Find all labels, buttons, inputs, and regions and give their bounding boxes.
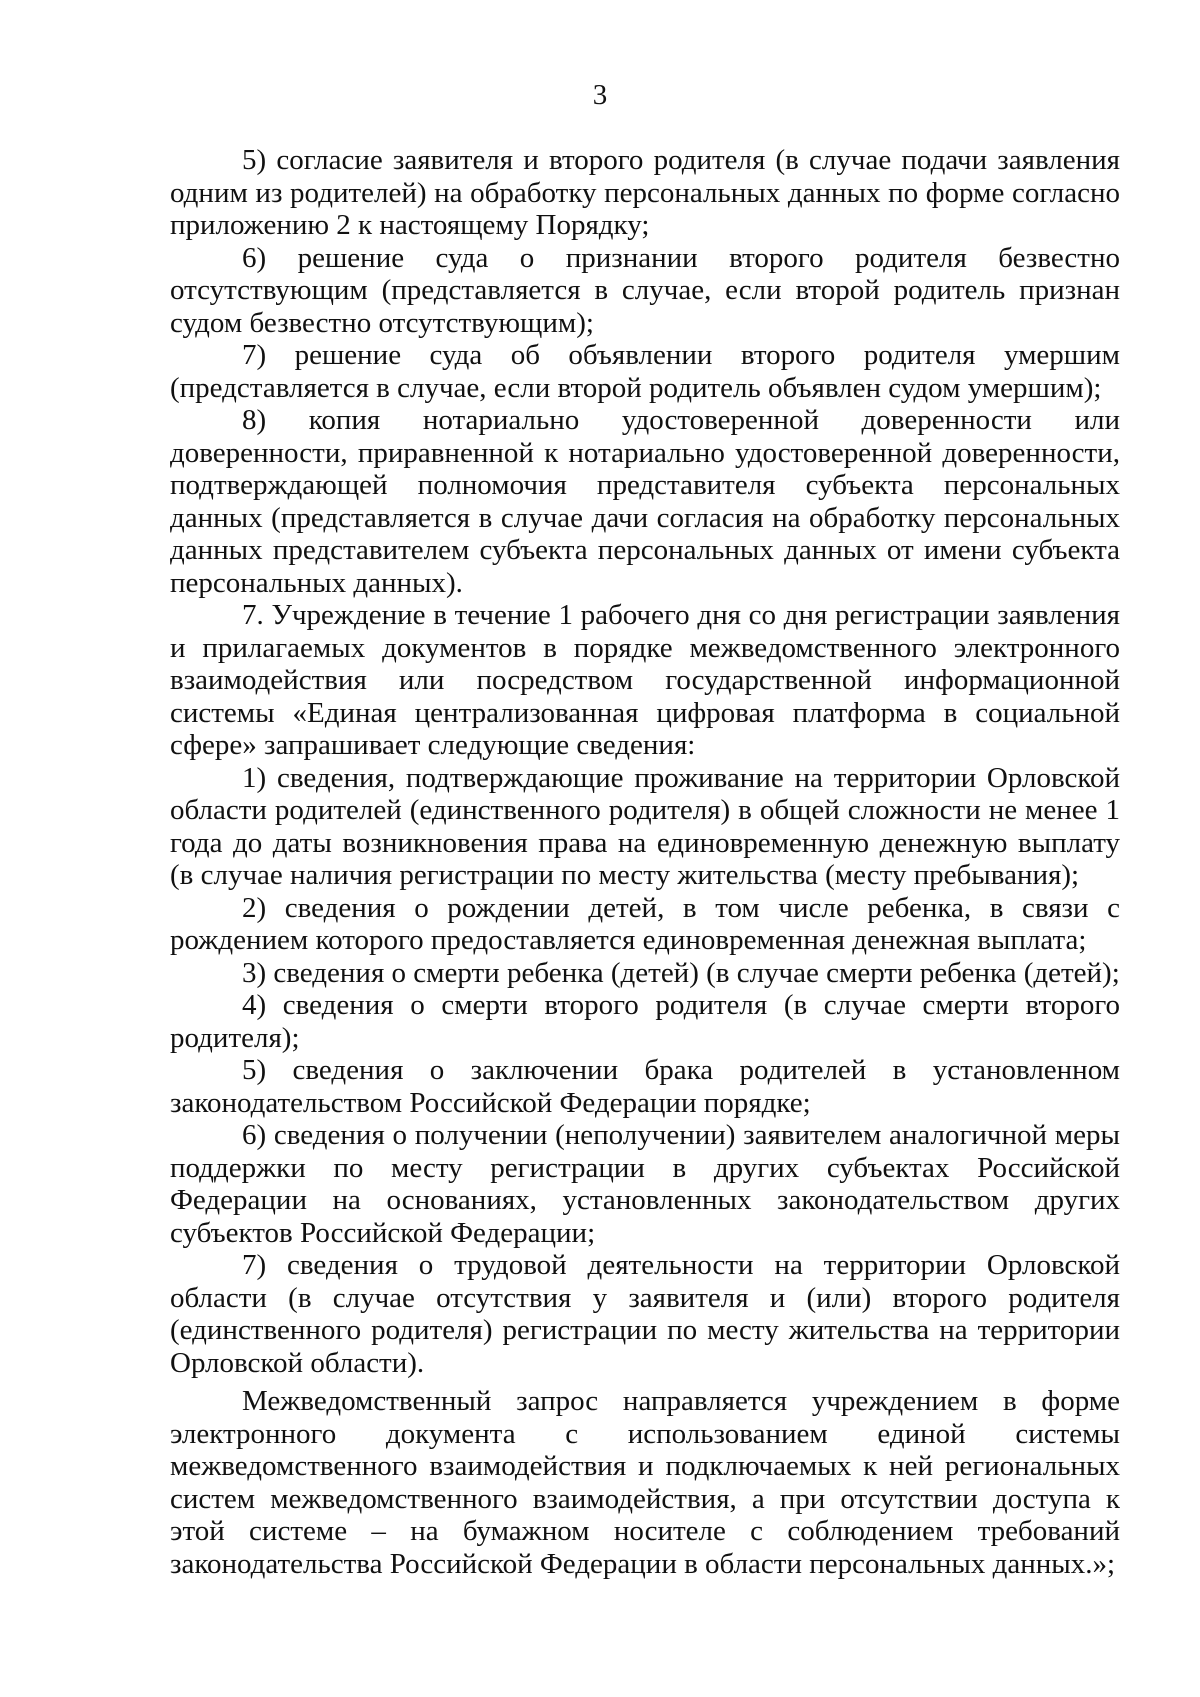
paragraph-item-6-court-missing: 6) решение суда о признании второго родителя безвестно отсутствующим (представляется в случае, если второй родитель признан судом безвестно отсутствующим);	[170, 241, 1120, 339]
paragraph-item-7-court-deceased: 7) решение суда об объявлении второго родителя умершим (представляется в случае, если второй родитель объявлен судом умершим);	[170, 339, 1120, 404]
paragraph-info-7-employment: 7) сведения о трудовой деятельности на территории Орловской области (в случае отсутствия у заявителя и (или) второго родителя (единственного родителя) регистрации по месту жительства на территории Орловской области).	[170, 1249, 1120, 1379]
paragraph-clause-7-institution-request: 7. Учреждение в течение 1 рабочего дня со дня регистрации заявления и прилагаемых документов в порядке межведомственного электронного взаимодействия или посредством государственной информационной системы «Единая централизованная цифровая платформа в социальной сфере» запрашивает следующие сведения:	[170, 599, 1120, 761]
paragraph-info-3-child-death: 3) сведения о смерти ребенка (детей) (в случае смерти ребенка (детей);	[242, 956, 1120, 989]
paragraph-interagency-request: Межведомственный запрос направляется учреждением в форме электронного документа с использованием единой системы межведомственного взаимодействия и подключаемых к ней региональных систем межведомственного взаимодействия, а при отсутствии доступа к этой системе – на бумажном носителе с соблюдением требований законодательства Российской Федерации в области персональных данных.»;	[170, 1385, 1120, 1580]
paragraph-item-8-power-of-attorney: 8) копия нотариально удостоверенной доверенности или доверенности, приравненной к нотариально удостоверенной доверенности, подтверждающей полномочия представителя субъекта персональных данных (представляется в случае дачи согласия на обработку персональных данных представителем субъекта персональных данных от имени субъекта персональных данных).	[170, 404, 1120, 599]
document-body	[170, 144, 1120, 1580]
paragraph-info-1-residence: 1) сведения, подтверждающие проживание на территории Орловской области родителей (единственного родителя) в общей сложности не менее 1 года до даты возникновения права на единовременную денежную выплату (в случае наличия регистрации по месту жительства (месту пребывания);	[170, 761, 1120, 891]
paragraph-info-2-birth: 2) сведения о рождении детей, в том числе ребенка, в связи с рождением которого предоставляется единовременная денежная выплата;	[170, 891, 1120, 956]
paragraph-info-6-similar-support: 6) сведения о получении (неполучении) заявителем аналогичной меры поддержки по месту регистрации в других субъектах Российской Федерации на основаниях, установленных законодательством других субъектов Российской Федерации;	[170, 1119, 1120, 1249]
paragraph-item-5-consent: 5) согласие заявителя и второго родителя (в случае подачи заявления одним из родителей) на обработку персональных данных по форме согласно приложению 2 к настоящему Порядку;	[170, 144, 1120, 241]
paragraph-info-4-parent-death: 4) сведения о смерти второго родителя (в случае смерти второго родителя);	[170, 989, 1120, 1054]
page-number: 3	[592, 79, 608, 111]
paragraph-info-5-marriage: 5) сведения о заключении брака родителей в установленном законодательством Российской Федерации порядке;	[170, 1054, 1120, 1119]
